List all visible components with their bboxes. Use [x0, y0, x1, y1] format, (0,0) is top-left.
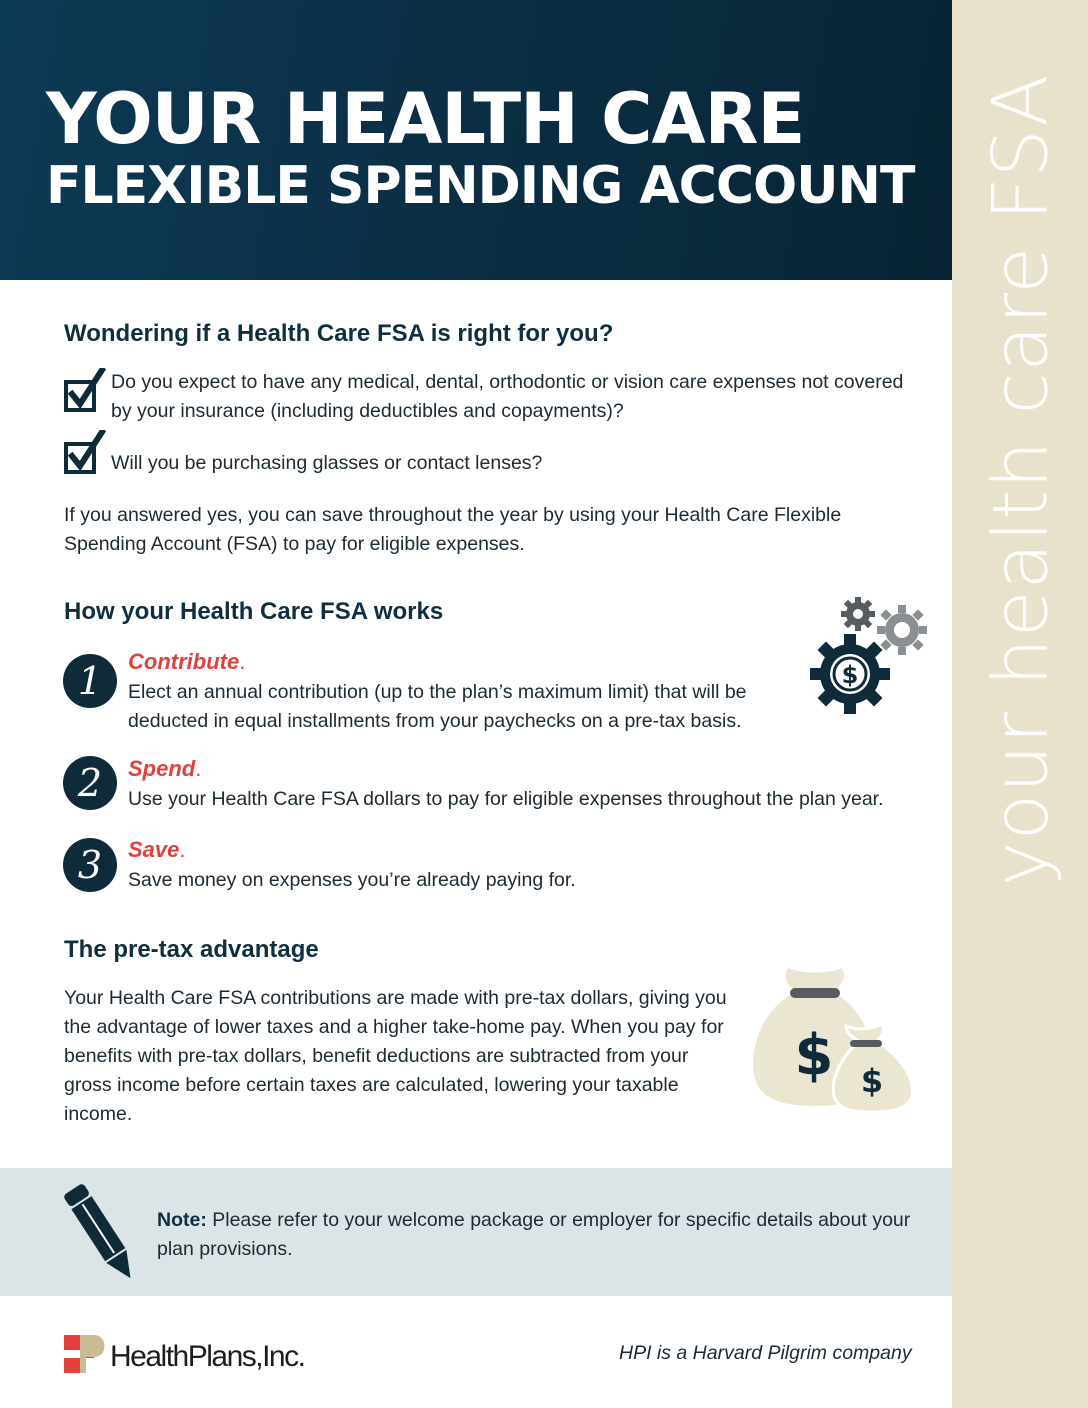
step-2-number: 2 — [63, 756, 117, 810]
svg-text:$: $ — [794, 1023, 834, 1088]
money-bags-icon — [748, 962, 918, 1112]
note-body: Please refer to your welcome package or employer for specific details about your plan provisions. — [157, 1209, 911, 1260]
svg-text:$: $ — [841, 661, 859, 689]
note-label: Note: — [157, 1209, 207, 1231]
page-title-line-1: YOUR HEALTH CARE — [46, 78, 805, 160]
step-1-text: Elect an annual contribution (up to the plan’s maximum limit) that will be deducted in equal installments from your paychecks on a pre-tax basis. — [128, 681, 747, 732]
healthplans-logo-icon — [64, 1335, 106, 1373]
side-band-text: your health care FSA — [975, 73, 1065, 887]
pretax-paragraph: Your Health Care FSA contributions are made with pre-tax dollars, giving you the advantage of lower taxes and a higher take-home pay. When you pay for benefits with pre-tax dollars, benefit deductions are subtracted from your gross income before certain taxes are calculated, lowering your taxable income. — [64, 987, 727, 1125]
step-3-number: 3 — [63, 838, 117, 892]
checkbox-checked-icon — [62, 430, 108, 476]
step-3-title: Save. — [128, 837, 186, 862]
header-banner — [0, 0, 952, 280]
checklist-item-1: Do you expect to have any medical, dental, orthodontic or vision care expenses not covered by your insurance (including deductibles and copayments)? — [111, 371, 904, 422]
gears-dollar-icon — [808, 596, 930, 714]
footer-tagline: HPI is a Harvard Pilgrim company — [619, 1342, 912, 1364]
step-1-number: 1 — [63, 654, 117, 708]
pretax-heading: The pre-tax advantage — [64, 936, 319, 963]
intro-heading: Wondering if a Health Care FSA is right for you? — [64, 320, 614, 347]
pencil-icon — [60, 1182, 146, 1286]
step-2-text: Use your Health Care FSA dollars to pay for eligible expenses throughout the plan year. — [128, 788, 884, 810]
company-logo-text: HealthPlans,Inc. — [110, 1340, 305, 1373]
step-1-title: Contribute. — [128, 649, 246, 674]
page-title-line-2: FLEXIBLE SPENDING ACCOUNT — [46, 156, 915, 216]
intro-paragraph: If you answered yes, you can save throughout the year by using your Health Care Flexible Spending Account (FSA) to pay for eligible expenses. — [64, 504, 842, 555]
svg-text:$: $ — [860, 1062, 884, 1100]
how-heading: How your Health Care FSA works — [64, 598, 444, 625]
step-3-text: Save money on expenses you’re already paying for. — [128, 869, 576, 891]
checkbox-checked-icon — [62, 368, 108, 414]
step-2-title: Spend. — [128, 756, 202, 781]
checklist-item-2: Will you be purchasing glasses or contact lenses? — [111, 452, 543, 474]
note-text — [157, 1206, 917, 1264]
